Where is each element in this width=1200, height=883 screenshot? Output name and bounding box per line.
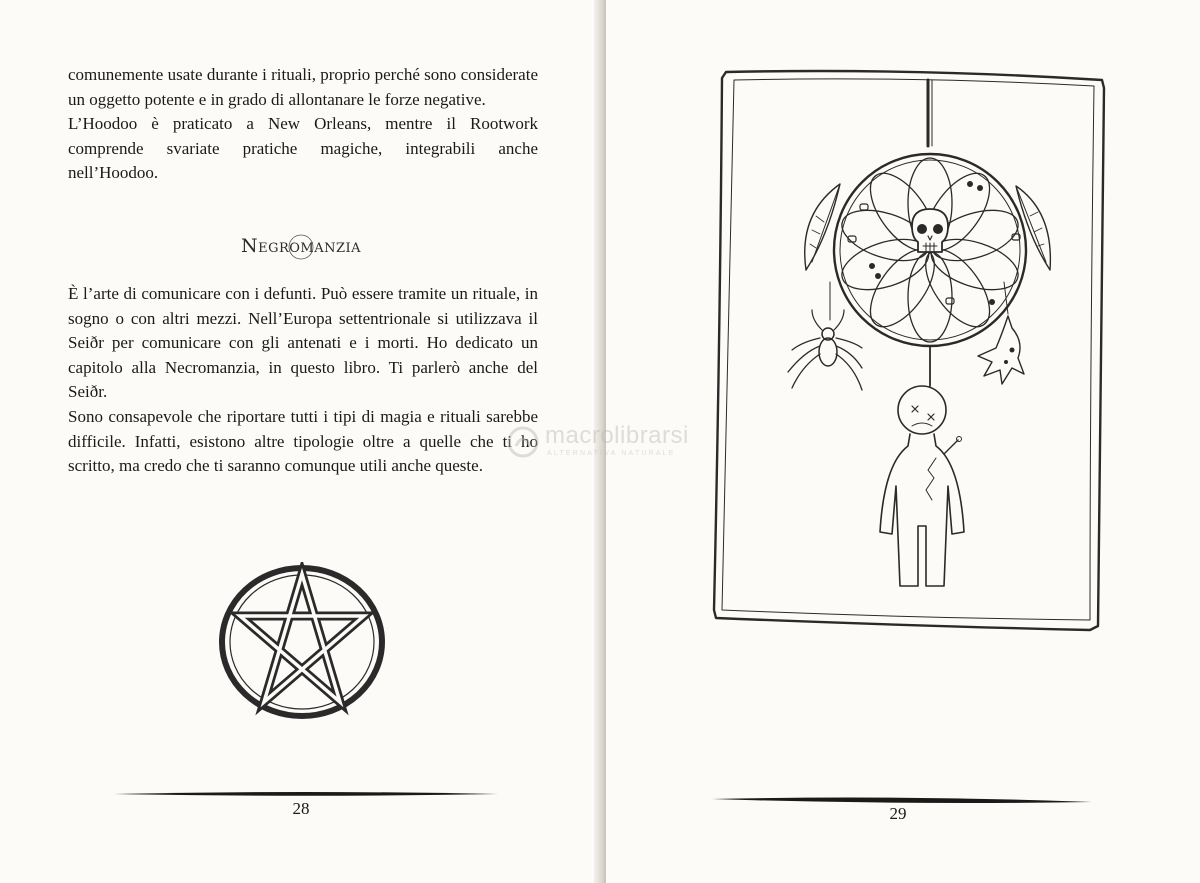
paragraph-1: comunemente usate durante i rituali, proprio perché sono considerate un oggetto potente e in grado di allontanare le forze negative.	[68, 65, 538, 109]
watermark-brand: macrolibrarsi	[545, 422, 689, 449]
paragraph-3: È l’arte di comunicare con i defunti. Può essere tramite un rituale, in sogno o con altri mezzi. Nell’Europa settentrionale si utilizzava il Seiðr per comunicare con gli antenati e i morti. Ho dedicato un capitolo alla Necromanzia, in questo libro. Ti parlerò anche del Seiðr.	[68, 284, 538, 401]
text-block-intro	[68, 63, 538, 186]
section-heading-text: Negromanzia	[240, 235, 362, 257]
paragraph-4: Sono consapevole che riportare tutti i tipi di magia e rituali sarebbe difficile. Infatti, esistono altre tipologie oltre a quelle che ti ho scritto, ma credo che ti saranno comunque utili anche queste.	[68, 407, 538, 475]
section-heading	[196, 231, 406, 261]
text-block-necromancy	[68, 282, 538, 405]
page-number-right: 29	[889, 804, 907, 823]
page-number-left: 28	[292, 799, 310, 818]
watermark-logo-icon	[505, 424, 541, 460]
dreamcatcher-illustration	[712, 66, 1108, 636]
watermark	[505, 420, 725, 466]
footer-rule-left	[114, 790, 498, 798]
text-block-closing	[68, 405, 538, 479]
watermark-tagline: ALTERNATIVA NATURALE	[547, 450, 676, 457]
pentacle-icon	[214, 562, 390, 722]
paragraph-2: L’Hoodoo è praticato a New Orleans, mentre il Rootwork comprende svariate pratiche magiche, integrabili anche nell’Hoodoo.	[68, 114, 538, 182]
